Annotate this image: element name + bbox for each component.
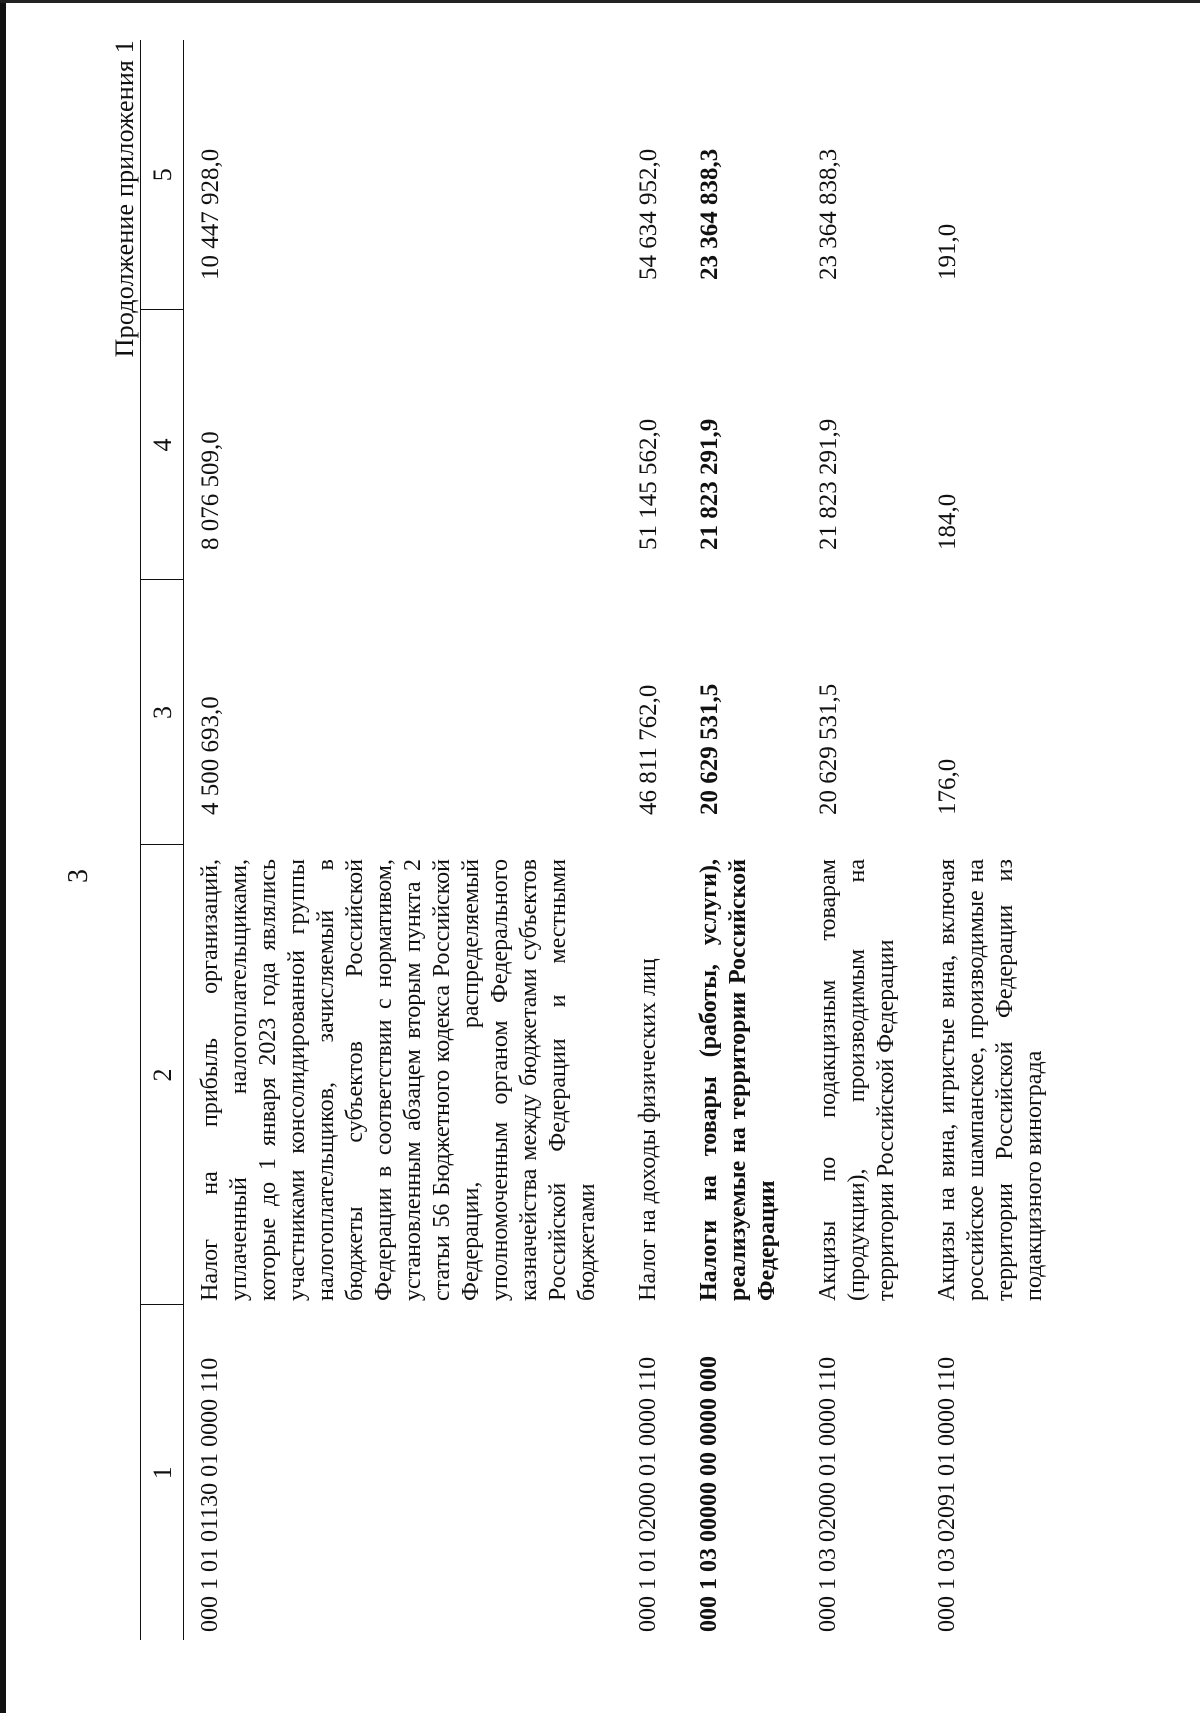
value-col5: 23 364 838,3 <box>696 148 723 280</box>
value-col4: 8 076 509,0 <box>197 431 224 550</box>
budget-code: 000 1 03 02000 01 0000 110 <box>815 1356 841 1632</box>
column-header: 3 <box>141 580 184 845</box>
value-col5: 23 364 838,3 <box>815 148 842 280</box>
scan-left-edge <box>0 0 6 1713</box>
value-col4: 184,0 <box>934 493 961 550</box>
table-row <box>184 40 623 1640</box>
revenue-table <box>140 40 1069 1640</box>
column-header: 1 <box>141 1305 184 1640</box>
appendix-caption: Продолжение приложения 1 <box>110 40 139 358</box>
value-col3: 4 500 693,0 <box>197 696 224 815</box>
value-col3: 176,0 <box>934 758 961 815</box>
scan-top-edge <box>0 0 1200 3</box>
budget-code: 000 1 01 01130 01 0000 110 <box>197 1357 223 1632</box>
column-header: 4 <box>141 310 184 580</box>
column-header: 5 <box>141 40 184 310</box>
value-col5: 10 447 928,0 <box>197 148 224 280</box>
value-col5: 191,0 <box>934 223 961 280</box>
value-col4: 21 823 291,9 <box>696 418 723 550</box>
value-col3: 20 629 531,5 <box>815 683 842 815</box>
table-row <box>622 40 683 1640</box>
budget-code: 000 1 03 00000 00 0000 000 <box>696 1356 722 1632</box>
value-col3: 46 811 762,0 <box>635 684 662 815</box>
revenue-name: Акцизы на вина, игристые вина, включая российское шампанское, производимые на территории Российской Федерации из подакцизного винограда <box>934 859 1047 1301</box>
table-row <box>921 40 1069 1640</box>
table-row-bold <box>683 40 802 1640</box>
table-row <box>802 40 921 1640</box>
value-col5: 54 634 952,0 <box>635 148 662 280</box>
value-col4: 21 823 291,9 <box>815 418 842 550</box>
column-number-row <box>141 40 184 1640</box>
revenue-name: Акцизы по подакцизным товарам (продукции), производимым на территории Российской Федерации <box>815 859 899 1301</box>
revenue-name: Налог на доходы физических лиц <box>635 958 661 1301</box>
revenue-name: Налоги на товары (работы, услуги), реализуемые на территории Российской Федерации <box>696 859 780 1301</box>
budget-code: 000 1 01 02000 01 0000 110 <box>635 1356 661 1632</box>
revenue-name: Налог на прибыль организаций, уплаченный налогоплательщиками, которые до 1 января 2023 года являлись участниками консолидированной группы налогоплательщиков, зачисляемый в бюджеты субъектов Российской Федерации в соответствии с нормативом, установленным абзацем вторым пункта 2 статьи 56 Бюджетного кодекса Российской Федерации, распределяемый уполномоченным органом Федерального казначейства между бюджетами субъектов Российской Федерации и местными бюджетами <box>197 859 600 1301</box>
rotated-document <box>110 40 1150 1640</box>
value-col3: 20 629 531,5 <box>696 683 723 815</box>
column-header: 2 <box>141 845 184 1305</box>
budget-code: 000 1 03 02091 01 0000 110 <box>934 1356 960 1632</box>
page-number: 3 <box>63 869 94 883</box>
value-col4: 51 145 562,0 <box>635 418 662 550</box>
